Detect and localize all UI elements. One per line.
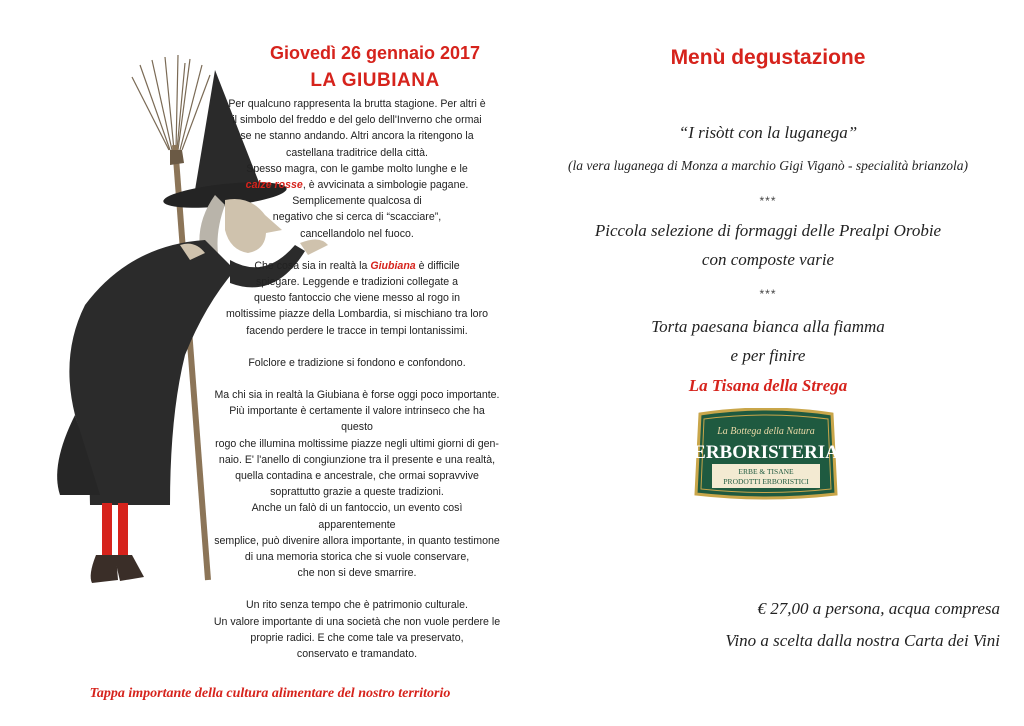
text-line: spiegare. Leggende e tradizioni collegate a (255, 276, 459, 289)
dish-2-line-1: Piccola selezione di formaggi delle Prealpi Orobie (594, 221, 942, 240)
dish-3-line-1: Torta paesana bianca alla fiamma (651, 317, 885, 336)
text-line: Un rito senza tempo che è patrimonio culturale. (246, 599, 468, 612)
dish-3-line-2: e per finire (730, 346, 806, 365)
text-line (212, 258, 502, 274)
menu-title: Menù degustazione (670, 46, 866, 69)
event-title: LA GIUBIANA (310, 70, 440, 91)
text-line: naio. E' l'anello di congiunzione tra il presente e una realtà, (218, 453, 496, 466)
text-line: proprie radici. E che come tale va preservato, (250, 631, 464, 644)
text-line: soprattutto grazie a queste tradizioni. (270, 486, 444, 499)
separator-stars: *** (759, 194, 777, 208)
dish-2-line-2: con composte varie (701, 250, 835, 269)
logo-name: ERBORISTERIA (693, 442, 839, 463)
text-line: moltissime piazze della Lombardia, si mischiano tra loro (225, 308, 488, 321)
text-line: questo fantoccio che viene messo al rogo in (253, 292, 461, 305)
right-panel (512, 0, 1024, 726)
erboristeria-logo (690, 408, 842, 500)
witch-red-stockings (102, 503, 112, 558)
text-line: cancellandolo nel fuoco. (300, 227, 414, 240)
text-line: Ma chi sia in realtà la Giubiana è forse oggi poco importante. (214, 389, 500, 402)
witch-dress (69, 240, 235, 505)
text-fragment: è difficile (415, 259, 460, 272)
separator-stars: *** (759, 287, 777, 301)
logo-line-1: ERBE & TISANE (738, 467, 794, 476)
text-line: il simbolo del freddo e del gelo dell'Inverno che ormai (232, 114, 482, 127)
text-line: Un valore importante di una società che non vuole perdere le (213, 615, 501, 628)
text-line (212, 177, 502, 193)
text-line: Semplicemente qualcosa di (292, 195, 422, 208)
wine-note: Vino a scelta dalla nostra Carta dei Vini (725, 631, 1000, 650)
price: € 27,00 a persona, acqua compresa (757, 599, 1000, 618)
text-line: Più importante è certamente il valore intrinseco che ha questo (229, 405, 485, 434)
text-line: Per qualcuno rappresenta la brutta stagione. Per altri è (228, 98, 486, 110)
text-line: se ne stanno andando. Altri ancora la ritengono la (240, 130, 474, 143)
text-line: rogo che illumina moltissime piazze negli ultimi giorni di gen- (215, 437, 499, 450)
text-line: negativo che si cerca di “scacciare”, (272, 211, 442, 224)
text-line: di una memoria storica che si vuole conservare, (244, 551, 470, 564)
text-line: Anche un falò di un fantoccio, un evento così apparentemente (251, 502, 463, 531)
highlight-calze-rosse: calze rosse (245, 179, 303, 192)
text-line: semplice, può divenire allora importante, in quanto testimone (214, 534, 500, 547)
article-body (212, 96, 502, 662)
text-line: castellana traditrice della città. (286, 146, 428, 159)
text-line: che non si deve smarrire. (297, 567, 417, 580)
dish-3-tisana: La Tisana della Strega (688, 376, 848, 395)
text-line: Folclore e tradizione si fondono e confondono. (248, 356, 466, 369)
text-line: Spesso magra, con le gambe molto lunghe e le (246, 162, 468, 175)
highlight-giubiana: Giubiana (370, 259, 416, 272)
logo-line-2: PRODOTTI ERBORISTICI (723, 477, 809, 486)
event-date: Giovedì 26 gennaio 2017 (269, 43, 481, 63)
text-line: conservato e tramandato. (296, 648, 418, 661)
broom-bristles (132, 55, 210, 150)
text-fragment: Che cosa sia in realtà la (254, 259, 371, 272)
dish-1-note: (la vera luganega di Monza a marchio Gigi Viganò - specialità brianzola) (567, 158, 969, 173)
tagline: Tappa importante della cultura alimentare del nostro territorio (89, 686, 451, 701)
logo-tagline: La Bottega della Natura (717, 426, 815, 437)
text-fragment: , è avvicinata a simbologie pagane. (302, 179, 469, 192)
text-line: quella contadina e ancestrale, che ormai sopravvive (235, 470, 479, 483)
text-line: facendo perdere le tracce in tempi lontanissimi. (246, 324, 468, 337)
dish-1-name: “I risòtt con la luganega” (678, 123, 858, 142)
